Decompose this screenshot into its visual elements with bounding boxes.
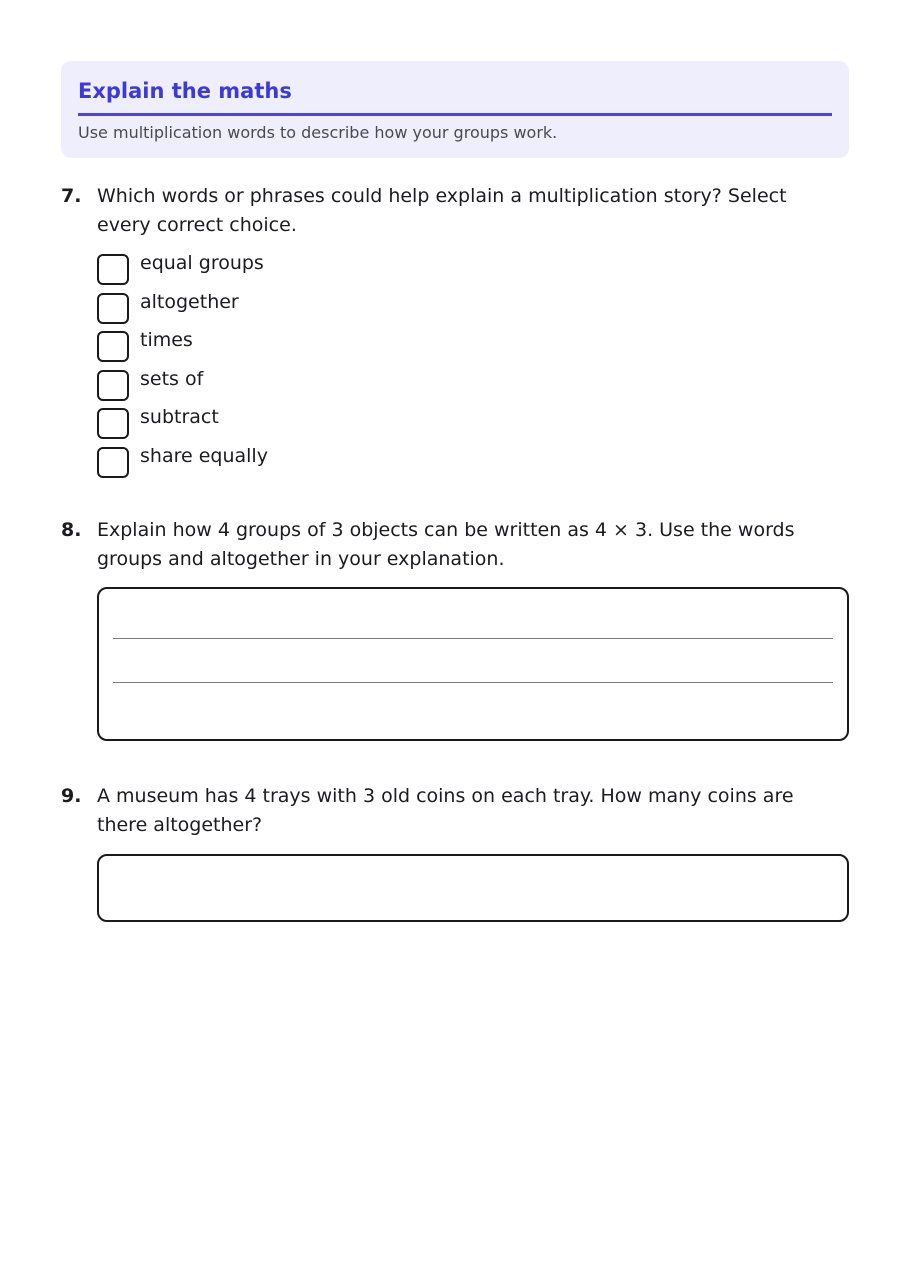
option-altogether[interactable] [97, 290, 849, 332]
checkbox[interactable] [97, 370, 129, 401]
question-text: Which words or phrases could help explain a multiplication story? Select every correct choice. [97, 185, 787, 236]
checkbox[interactable] [97, 293, 129, 324]
option-list [97, 254, 849, 486]
writing-line [113, 638, 833, 639]
question-number: 9. [61, 785, 82, 807]
section-header [61, 61, 849, 158]
answer-box-q8[interactable] [97, 587, 849, 741]
option-label: times [140, 329, 193, 352]
option-subtract[interactable] [97, 408, 849, 447]
question-7 [61, 182, 849, 486]
checkbox[interactable] [97, 254, 129, 285]
section-title: Explain the maths [78, 79, 292, 103]
option-sets-of[interactable] [97, 367, 849, 409]
question-9 [61, 782, 849, 840]
question-text: Explain how 4 groups of 3 objects can be written as 4 × 3. Use the words groups and altogether in your explanation. [97, 519, 795, 570]
question-8 [61, 516, 849, 574]
option-label: sets of [140, 367, 204, 390]
question-text: A museum has 4 trays with 3 old coins on each tray. How many coins are there altogether? [97, 785, 794, 836]
option-label: share equally [140, 444, 268, 467]
option-times[interactable] [97, 331, 849, 370]
question-number: 7. [61, 185, 82, 207]
option-label: equal groups [140, 252, 264, 274]
answer-box-q9[interactable] [97, 854, 849, 922]
option-share-equally[interactable] [97, 444, 849, 486]
section-divider [78, 113, 832, 116]
option-equal-groups[interactable] [97, 254, 849, 293]
checkbox[interactable] [97, 447, 129, 478]
question-number: 8. [61, 519, 82, 541]
checkbox[interactable] [97, 408, 129, 439]
option-label: subtract [140, 406, 219, 429]
option-label: altogether [140, 290, 239, 313]
section-subtitle: Use multiplication words to describe how your groups work. [78, 123, 558, 142]
writing-line [113, 682, 833, 683]
checkbox[interactable] [97, 331, 129, 362]
